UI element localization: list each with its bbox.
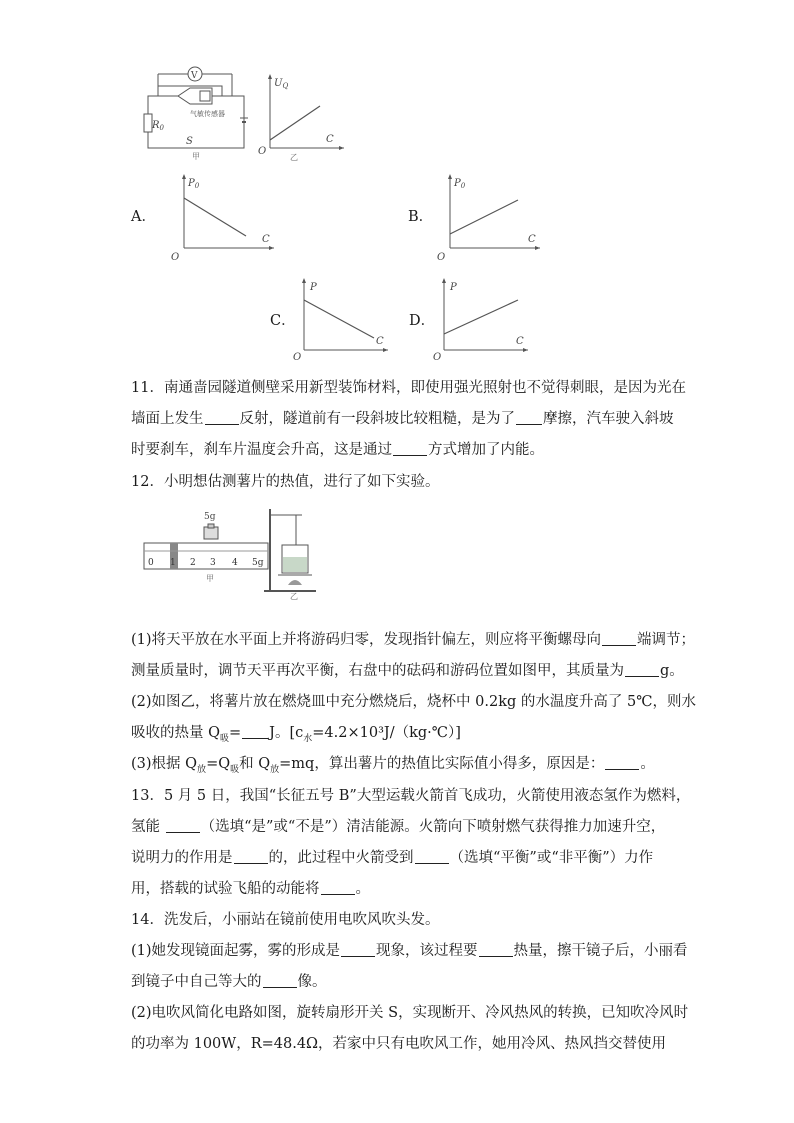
weight-label: 5g: [204, 512, 216, 522]
q12-blank-3[interactable]: [242, 724, 268, 739]
graph-d-ylabel: P: [450, 282, 457, 293]
q12-blank-1[interactable]: [602, 631, 636, 646]
graph-b-xlabel: C: [528, 234, 536, 245]
q11-blank-2[interactable]: [516, 410, 542, 425]
q11-line-3: 时要刹车，刹车片温度会升高，这是通过 方式增加了内能。: [131, 442, 544, 458]
graph-d-origin: O: [433, 352, 442, 363]
svg-text:UQ: $U_Q$: [274, 78, 289, 90]
q14-blank-2[interactable]: [479, 942, 513, 957]
graph-c-ylabel: P: [310, 282, 317, 293]
q14-blank-3[interactable]: [263, 973, 297, 988]
tick-5: 5g: [252, 558, 264, 568]
tick-3: 3: [210, 558, 216, 568]
q12-blank-2[interactable]: [625, 662, 659, 677]
q13-line-4: 用，搭载的试验飞船的动能将 。: [131, 881, 370, 897]
option-c-label: C．: [270, 313, 296, 329]
q13-blank-1[interactable]: [166, 818, 200, 833]
q13-line-1: 13．5 月 5 日，我国“长征五号 B”大型运载火箭首飞成功，火箭使用液态氢作为燃料，: [131, 788, 691, 804]
graph-d-xlabel: C: [516, 336, 524, 347]
graph-a-xlabel: C: [262, 234, 270, 245]
sensor-label: 气敏传感器: [190, 110, 225, 118]
graph-a-ylabel: P: [188, 178, 195, 189]
graph-option-c: [292, 276, 392, 364]
q14-line-5: 的功率为 100W，R=48.4Ω，若家中只有电吹风工作，她用冷风、热风挡交替使用: [131, 1036, 667, 1052]
balance-caption: 甲: [206, 574, 214, 583]
graph-b-origin: O: [437, 252, 446, 263]
q12-blank-4[interactable]: [605, 755, 639, 770]
switch-label: S: [186, 136, 193, 147]
svg-text:R0: $R_0$: [152, 120, 164, 132]
voltmeter-label: V: [191, 71, 198, 81]
option-d-label: D．: [409, 313, 436, 329]
q11-blank-1[interactable]: [205, 410, 239, 425]
q14-line-3: 到镜子中自己等大的 像。: [131, 974, 327, 990]
graph-a-origin: O: [171, 252, 180, 263]
q14-blank-1[interactable]: [341, 942, 375, 957]
q14-line-1: 14．洗发后，小丽站在镜前使用电吹风吹头发。: [131, 912, 440, 928]
q12-part2-line2: 吸收的热量 $Q_吸= J$。$[c_水=4.2\times 10^3J/(kg\cdot℃)]$: [131, 725, 461, 744]
q12-part1-line1: (1)将天平放在水平面上并将游码归零，发现指针偏左，则应将平衡螺母向 端调节；: [131, 632, 696, 648]
q11-blank-3[interactable]: [393, 441, 427, 456]
graph-b-ylabel: P: [454, 178, 461, 189]
q14-line-2: (1)她发现镜面起雾，雾的形成是 现象，该过程要 热量，擦干镜子后，小丽看: [131, 943, 688, 959]
circuit-diagram: [140, 62, 260, 162]
q13-blank-4[interactable]: [321, 880, 355, 895]
q11-line-1: 11．南通啬园隧道侧壁采用新型装饰材料，即使用强光照射也不觉得刺眼，是因为光在: [131, 380, 686, 396]
svg-text:P0: $P_0$: [454, 178, 466, 190]
q13-line-3: 说明力的作用是 的，此过程中火箭受到 （选填“平衡”或“非平衡”）力作: [131, 850, 654, 866]
graph-option-b: [436, 172, 546, 264]
q13-blank-2[interactable]: [234, 849, 268, 864]
top-graph-xlabel: C: [326, 134, 334, 145]
tick-1: 1: [170, 558, 176, 568]
graph-option-a: [170, 172, 280, 264]
r0-label: R: [152, 120, 160, 131]
svg-text:P0: $P_0$: [188, 178, 200, 190]
q13-line-2: 氢能 （选填“是”或“不是”）清洁能源。火箭向下喷射燃气获得推力加速升空，: [131, 819, 666, 835]
top-graph: [258, 72, 348, 162]
q11-line-2: 墙面上发生 反射，隧道前有一段斜坡比较粗糙，是为了 摩擦，汽车驶入斜坡: [131, 411, 674, 427]
q12-part2-line1: (2)如图乙，将薯片放在燃烧皿中充分燃烧后，烧杯中 0.2kg 的水温度升高了 5℃，则水: [131, 694, 696, 710]
q14-line-4: (2)电吹风简化电路如图，旋转扇形开关 S，实现断开、冷风热风的转换，已知吹冷风时: [131, 1005, 689, 1021]
graph-c-origin: O: [293, 352, 302, 363]
burner-caption: 乙: [290, 592, 298, 600]
tick-0: 0: [148, 558, 154, 568]
q12-part3: (3)根据 $Q_放=Q_吸$和 $Q_放=mq$，算出薯片的热值比实际值小得多，原因是： 。: [131, 756, 655, 775]
q12-intro: 12．小明想估测薯片的热值，进行了如下实验。: [131, 474, 440, 490]
option-b-label: B．: [408, 209, 434, 225]
circuit-caption: 甲: [192, 152, 200, 161]
top-graph-ylabel: U: [274, 78, 283, 89]
graph-option-d: [432, 276, 532, 364]
top-graph-origin: O: [258, 146, 267, 157]
q13-blank-3[interactable]: [415, 849, 449, 864]
balance-and-burner-figure: [140, 505, 330, 600]
tick-2: 2: [190, 558, 196, 568]
top-graph-caption: 乙: [290, 153, 298, 162]
option-a-label: A．: [131, 209, 156, 225]
tick-4: 4: [232, 558, 238, 568]
q12-part1-line2: 测量质量时，调节天平再次平衡，右盘中的砝码和游码位置如图甲，其质量为 g。: [131, 663, 684, 679]
graph-c-xlabel: C: [376, 336, 384, 347]
